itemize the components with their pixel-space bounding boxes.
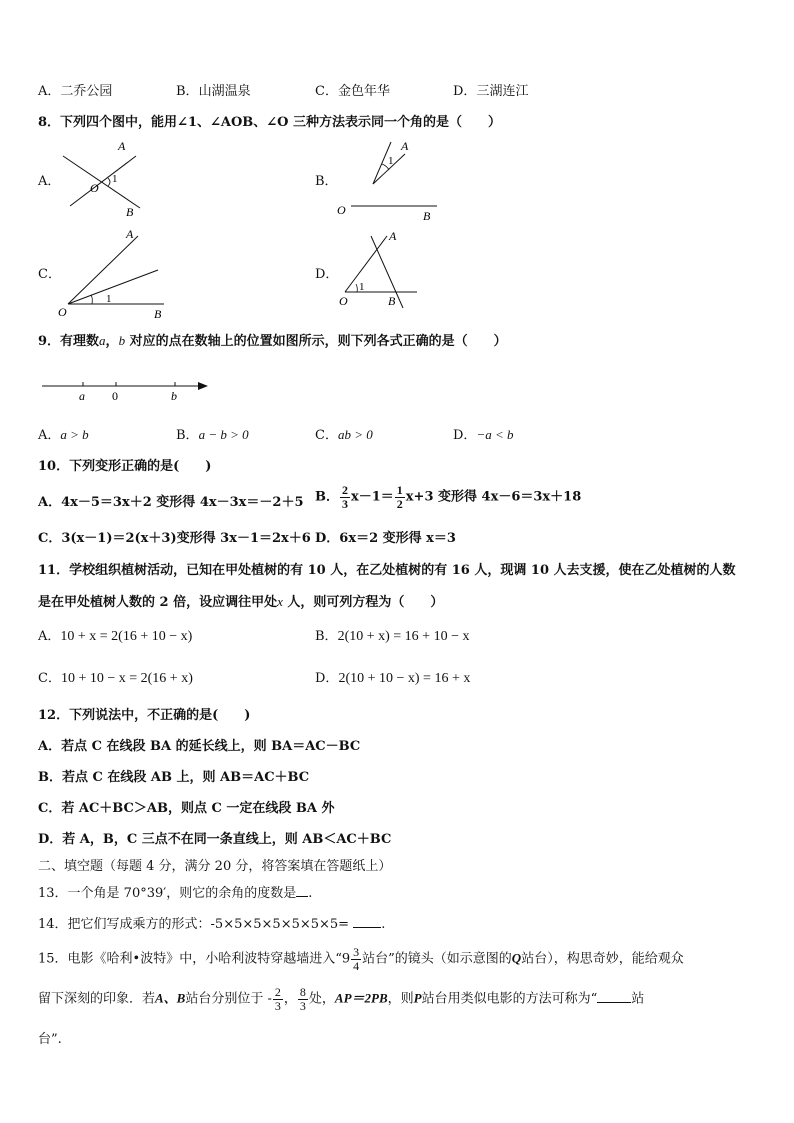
q8-label-b: B．	[315, 174, 338, 189]
option-expr: 2(10 + 10 − x) = 16 + x	[338, 671, 471, 686]
option-expr: −a < b	[476, 427, 514, 442]
q7-option-c	[315, 85, 390, 98]
q9-option-b: B．a − b > 0	[176, 427, 249, 443]
q7-option-a	[38, 85, 112, 98]
q15-line1: 15．电影《哈利•波特》中，小哈利波特穿越墙进入“9 $\frac{3}{4}$ 站台”的镜头（如示意图的Q站台），构思奇妙，能给观众	[38, 945, 684, 973]
q11-option-a: A．10 + x = 2(16 + 10 − x)	[38, 629, 193, 644]
q8-figure-b	[333, 136, 443, 224]
point-b-label: B	[388, 294, 396, 308]
axis-label-a: a	[79, 389, 85, 403]
point-o-label: O	[339, 294, 348, 308]
fraction: $\frac{8}{3}$	[299, 985, 306, 1013]
option-label: C．	[315, 84, 338, 99]
q7-option-b	[176, 85, 251, 98]
point-o-label: O	[337, 203, 346, 217]
q10-option-c: C．3(x－1)＝2(x＋3)变形得 3x－1＝2x＋6	[38, 531, 311, 546]
q12-option-c: C．若 AC＋BC＞AB，则点 C 一定在线段 BA 外	[38, 801, 335, 816]
answer-blank	[353, 927, 381, 928]
option-text: 山湖温泉	[198, 84, 251, 99]
option-label: A．	[38, 84, 61, 99]
q9-option-d: D．−a < b	[453, 427, 514, 443]
option-expr: 10 + 10 − x = 2(16 + x)	[60, 671, 193, 686]
q12-stem: 12．下列说法中，不正确的是( )	[38, 708, 251, 723]
option-text: 二乔公园	[60, 84, 113, 99]
var-x: x	[277, 594, 283, 609]
q11-option-b: B．2(10 + x) = 16 + 10 − x	[315, 629, 470, 644]
answer-blank	[296, 896, 308, 897]
point-o-label: O	[58, 305, 67, 318]
option-text: 三湖连江	[476, 84, 529, 99]
q10-option-a: A．4x－5＝3x＋2 变形得 4x－3x＝－2＋5	[38, 495, 304, 510]
fraction: $\frac{2}{3}$	[274, 985, 281, 1013]
option-expr: 2(10 + x) = 16 + 10 − x	[337, 629, 470, 644]
point-b-label: B	[423, 209, 431, 223]
option-text: 金色年华	[337, 84, 390, 99]
option-expr: a > b	[60, 427, 89, 442]
section-heading: 二、填空题（每题 4 分，满分 20 分，将答案填在答题纸上）	[38, 859, 392, 874]
point-a-label: A	[126, 227, 134, 241]
q12-option-b: B．若点 C 在线段 AB 上，则 AB＝AC＋BC	[38, 770, 310, 785]
q9-stem: 9．有理数a，b 对应的点在数轴上的位置如图所示，则下列各式正确的是（ ）	[38, 333, 507, 349]
q11-option-d: D．2(10 + 10 − x) = 16 + x	[315, 671, 471, 686]
q10-stem: 10．下列变形正确的是( )	[38, 459, 212, 474]
point-b-label: B	[126, 205, 134, 219]
fraction: $\frac{1}{2}$	[396, 483, 403, 511]
q11-stem-line1: 11．学校组织植树活动，已知在甲处植树的有 10 人，在乙处植树的有 16 人，现调 10 人去支援，使在乙处植树的人数	[38, 563, 736, 578]
option-expr: a − b > 0	[198, 427, 249, 442]
q8-figure-a	[58, 138, 158, 220]
q10-option-b: B． $\frac{2}{3}$ x－1＝ $\frac{1}{2}$ x+3 变形得 4x－6＝3x＋18	[315, 483, 582, 511]
q8-label-d: D．	[315, 267, 339, 282]
q12-option-d: D．若 A，B，C 三点不在同一条直线上，则 AB＜AC＋BC	[38, 832, 392, 847]
q8-label-c: C．	[38, 267, 61, 282]
fraction: $\frac{3}{4}$	[353, 945, 360, 973]
angle-1-label: 1	[112, 173, 118, 185]
q8-stem: 8．下列四个图中，能用∠1、∠AOB、∠O 三种方法表示同一个角的是（ ）	[38, 115, 502, 130]
q7-option-d	[453, 85, 528, 98]
q14: 14．把它们写成乘方的形式：-5×5×5×5×5×5×5= .	[38, 917, 386, 932]
q12-option-a: A．若点 C 在线段 BA 的延长线上，则 BA＝AC－BC	[38, 739, 361, 754]
option-label: B．	[176, 84, 199, 99]
q15-line3: 台”.	[38, 1032, 62, 1047]
var-a: a	[99, 333, 106, 348]
q8-label-a: A．	[38, 174, 61, 189]
point-b-label: B	[154, 307, 162, 318]
axis-label-zero: 0	[112, 389, 118, 403]
answer-blank	[597, 1002, 631, 1003]
axis-label-b: b	[171, 389, 177, 403]
fraction: $\frac{2}{3}$	[342, 483, 348, 511]
var-q: Q	[511, 950, 522, 966]
var-b: b	[118, 333, 126, 348]
q11-stem-line2: 是在甲处植树人数的 2 倍，设应调往甲处x 人，则可列方程为（ ）	[38, 594, 444, 610]
q13: 13．一个角是 70°39′，则它的余角的度数是 .	[38, 886, 313, 901]
option-label: D．	[453, 84, 477, 99]
q8-figure-d	[335, 228, 425, 310]
q10-option-d: D．6x＝2 变形得 x＝3	[315, 531, 456, 546]
angle-1-label: 1	[359, 281, 365, 293]
angle-1-label: 1	[106, 293, 112, 305]
q8-figure-c	[58, 226, 174, 318]
number-line	[38, 376, 218, 406]
q11-option-c: C．10 + 10 − x = 2(16 + x)	[38, 671, 193, 686]
q9-option-c: C．ab > 0	[315, 427, 373, 443]
q9-option-a: A．a > b	[38, 427, 89, 443]
point-a-label: A	[118, 139, 126, 153]
q15-line2: 留下深刻的印象．若A、B站台分别位于 - $\frac{2}{3}$ ， $\frac{8}{3}$ 处，AP＝2PB，则P站台用类似电影的方法可称为“ 站	[38, 985, 645, 1013]
angle-1-label: 1	[388, 155, 394, 167]
point-a-label: A	[401, 139, 409, 153]
option-expr: 10 + x = 2(16 + 10 − x)	[60, 629, 193, 644]
option-expr: ab > 0	[337, 427, 373, 442]
point-o-label: O	[90, 181, 99, 195]
point-a-label: A	[389, 229, 397, 243]
